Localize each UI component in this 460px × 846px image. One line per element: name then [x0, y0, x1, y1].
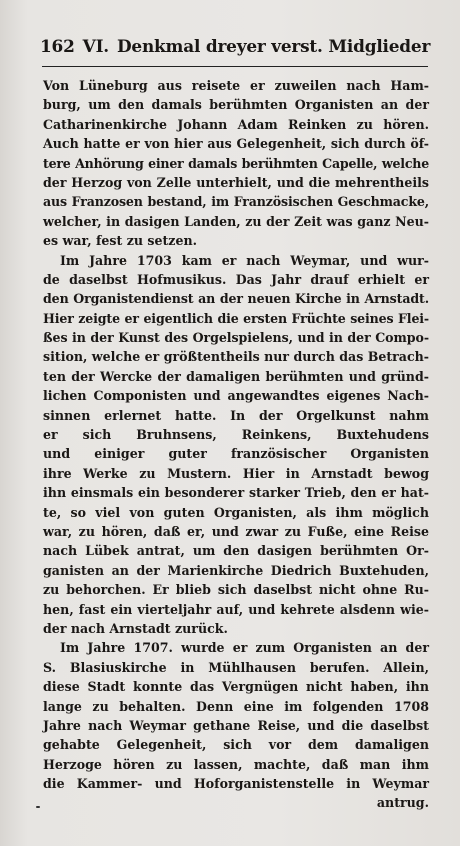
- text-line: und einiger guter französischer Organisten: [43, 446, 429, 462]
- text-line: Catharinenkirche Johann Adam Reinken zu hören.: [43, 116, 429, 132]
- text-line: lange zu behalten. Denn eine im folgenden 1708: [43, 698, 429, 714]
- header-rule: [42, 66, 428, 67]
- text-line: Herzoge hören zu lassen, machte, daß man ihm: [43, 756, 429, 772]
- section-number: VI.: [82, 36, 109, 56]
- text-line: war, zu hören, daß er, und zwar zu Fuße, eine Reise: [43, 523, 429, 539]
- text-line: diese Stadt konnte das Vergnügen nicht haben, ihn: [43, 679, 429, 695]
- text-line: Jahre nach Weymar gethane Reise, und die daselbst: [43, 717, 429, 733]
- text-line: de daselbst Hofmusikus. Das Jahr drauf erhielt er: [43, 271, 429, 287]
- text-line: Auch hatte er von hier aus Gelegenheit, sich durch öf-: [43, 136, 429, 152]
- text-line: welcher, in dasigen Landen, zu der Zeit was ganz Neu-: [43, 213, 429, 229]
- text-line: ten der Wercke der damaligen berühmten und gründ-: [43, 368, 429, 384]
- text-line: nach Lübek antrat, um den dasigen berühmten Or-: [43, 543, 429, 559]
- text-line: ihn einsmals ein besonderer starker Trieb, den er hat-: [43, 485, 429, 501]
- text-line: den Organistendienst an der neuen Kirche in Arnstadt.: [43, 291, 429, 307]
- text-line: Im Jahre 1707. wurde er zum Organisten an der: [60, 640, 429, 656]
- running-head: [40, 36, 430, 64]
- text-line: S. Blasiuskirche in Mühlhausen berufen. Allein,: [43, 659, 429, 675]
- text-line: aus Franzosen bestand, im Französischen Geschmacke,: [43, 194, 429, 210]
- body-text: [43, 76, 429, 813]
- text-line: Hier zeigte er eigentlich die ersten Früchte seines Flei-: [43, 310, 429, 326]
- text-line: der nach Arnstadt zurück.: [43, 620, 228, 636]
- text-line: es war, fest zu setzen.: [43, 233, 198, 249]
- text-line: die Kammer- und Hoforganistenstelle in Weymar: [43, 776, 429, 792]
- text-line: lichen Componisten und angewandtes eigenes Nach-: [43, 388, 429, 404]
- text-line: te, so viel von guten Organisten, als ihm möglich: [43, 504, 429, 520]
- text-line: ßes in der Kunst des Orgelspielens, und in der Compo-: [43, 330, 429, 346]
- page-number: 162: [40, 36, 75, 56]
- text-line: zu behorchen. Er blieb sich daselbst nicht ohne Ru-: [43, 582, 429, 598]
- text-line: antrug.: [376, 795, 429, 811]
- text-line: burg, um den damals berühmten Organisten an der: [43, 97, 429, 113]
- ink-speck: [36, 806, 40, 808]
- text-line: Im Jahre 1703 kam er nach Weymar, und wur-: [60, 252, 429, 268]
- text-line: der Herzog von Zelle unterhielt, und die mehrentheils: [43, 174, 429, 190]
- text-line: sition, welche er größtentheils nur durch das Betrach-: [43, 349, 430, 365]
- running-title: Denkmal dreyer verst. Midglieder: [116, 36, 431, 56]
- text-line: ganisten an der Marienkirche Diedrich Buxtehuden,: [43, 562, 429, 578]
- text-line: Von Lüneburg aus reisete er zuweilen nach Ham-: [43, 78, 429, 93]
- text-line: tere Anhörung einer damals berühmten Capelle, welche: [43, 155, 429, 171]
- text-line: gehabte Gelegenheit, sich vor dem damaligen: [43, 737, 429, 753]
- text-line: er sich Bruhnsens, Reinkens, Buxtehudens: [43, 427, 429, 443]
- text-line: sinnen erlernet hatte. In der Orgelkunst nahm: [43, 407, 429, 423]
- text-line: ihre Werke zu Mustern. Hier in Arnstadt bewog: [43, 465, 429, 481]
- text-line: hen, fast ein vierteljahr auf, und kehrete alsdenn wie-: [43, 601, 429, 617]
